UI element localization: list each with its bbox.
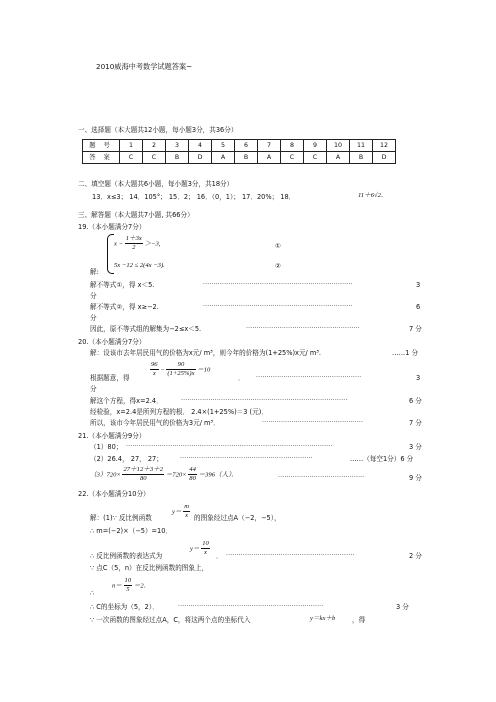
q19-heading: 19.（本小题满分7分）	[78, 223, 146, 231]
q22-n-eq: n＝	[112, 582, 122, 590]
mark-2: ②	[275, 262, 281, 270]
table-cell: 6	[235, 140, 258, 152]
dot-leader: ······················································	[246, 325, 360, 332]
q19-line3: 因此，原不等式组的解集为−2≤x＜5.	[90, 325, 202, 333]
table-cell: 5	[212, 140, 235, 152]
q22-line7-eq: y＝kx＋b	[310, 615, 336, 622]
fill-in-answers: 13．x≤3； 14．105°； 15．2； 16．（0，1）； 17．20%； 18．	[92, 193, 296, 201]
dot-leader: ················································	[262, 419, 364, 426]
eq1-left: x −	[114, 240, 124, 248]
eq1-denominator: 2	[132, 244, 136, 252]
q21-fraction-2	[188, 466, 197, 483]
q20-score2: 3	[416, 374, 421, 382]
q22-line3-a: ∴ 反比例函数的表达式为	[90, 552, 163, 560]
q20-equation	[150, 361, 210, 378]
table-cell: 12	[373, 140, 396, 152]
q22-score3: 2 分	[409, 552, 422, 560]
dot-leader: ·······································································	[203, 303, 353, 310]
table-cell: A	[212, 152, 235, 164]
dot-leader: ·····································································	[178, 603, 324, 610]
q19-score2: 6	[416, 303, 421, 311]
row-label-answer: 答 案	[83, 152, 120, 164]
q21-f2-numerator: 44	[188, 466, 197, 475]
q22-line7-b: ，得	[352, 616, 366, 624]
q22-f3-numerator: 10	[124, 577, 133, 586]
table-cell: B	[350, 152, 373, 164]
table-cell: 1	[120, 140, 143, 152]
q20-fraction-2	[166, 361, 195, 378]
q22-y-eq: y＝	[172, 508, 182, 516]
dot-leader: ·····························································	[226, 552, 355, 559]
q22-f3-denominator: 5	[126, 586, 130, 594]
q19-jie: 解:	[90, 268, 99, 276]
table-cell: 8	[281, 140, 304, 152]
q19-equation-1	[114, 235, 160, 252]
answer-table	[82, 139, 396, 164]
q22-line5-a: ∴	[90, 589, 95, 597]
q22-score6: 3 分	[396, 603, 409, 611]
q19-score1: 3	[416, 281, 421, 289]
q20-eq-tail: ＝10	[197, 366, 211, 374]
q22-func-1	[172, 503, 190, 520]
minus-sign: −	[160, 366, 165, 374]
q20-fen: 分	[90, 385, 97, 393]
q22-f2-numerator: 10	[201, 540, 210, 549]
dot-leader: ·······························································	[180, 455, 313, 462]
q21-score3: 9 分	[409, 474, 422, 482]
q19-score3: 7 分	[409, 325, 422, 333]
table-cell: D	[189, 152, 212, 164]
q19-equation-2: 5x −12 ≤ 2(4x −3).	[114, 262, 165, 269]
q22-fraction-2	[201, 540, 210, 557]
q22-fraction-3	[124, 577, 133, 594]
table-cell: 7	[258, 140, 281, 152]
table-cell: B	[166, 152, 189, 164]
eq1-numerator: 1＋3x	[125, 235, 143, 244]
q20-line5: 所以，该市今年居民用气的价格为3元/ m³．	[90, 419, 220, 427]
q21-fraction-1	[122, 466, 164, 483]
q21-f1-numerator: 27＋12＋3＋2	[122, 466, 164, 475]
q20-f2-denominator: (1+25%)x	[167, 370, 195, 378]
dot-leader: ··································································································	[126, 443, 333, 450]
system-brace	[107, 234, 114, 274]
q20-line3: 解这个方程，得x=2.4．	[90, 397, 163, 405]
q22-y-eq: y＝	[190, 545, 200, 553]
q22-line3-b: ．	[216, 552, 223, 560]
q22-func-2	[190, 540, 210, 557]
table-cell: D	[373, 152, 396, 164]
table-cell: 10	[327, 140, 350, 152]
q21-score2: ……（每空1分）6 分	[350, 455, 414, 463]
section1-heading: 一、选择题（本大题共12小题，每小题3分，共36分）	[78, 126, 238, 134]
table-row-numbers	[83, 140, 396, 152]
q22-line4: ∵ 点C（5，n）在反比例函数的图象上，	[90, 564, 209, 572]
section2-heading: 二、填空题（本大题共6小题，每小题3分，共18分）	[78, 180, 234, 188]
q19-line2: 解不等式②，得 x≥−2.	[90, 303, 159, 311]
q22-f1-denominator: x	[185, 512, 189, 520]
dot-leader: ···············································································	[181, 397, 348, 404]
q20-heading: 20.（本小题满分7分）	[78, 338, 146, 346]
q22-line7-a: ∵ 一次函数的图象经过点A，C，将这两个点的坐标代入	[90, 616, 251, 624]
q22-heading: 22.（本小题满分10分）	[78, 490, 150, 498]
q20-period: ．	[238, 374, 245, 382]
dot-leader: ··················································	[256, 374, 362, 381]
q22-f2-denominator: x	[204, 549, 207, 557]
q22-n-result: ＝2．	[133, 582, 151, 590]
table-cell: B	[235, 152, 258, 164]
q22-fraction-1	[183, 503, 190, 520]
row-label-number: 题 号	[83, 140, 120, 152]
q20-intro: 根据题意，得	[90, 374, 130, 382]
q20-f2-numerator: 90	[166, 361, 195, 370]
mark-1: ①	[275, 242, 281, 250]
q22-expr-n	[112, 577, 150, 594]
table-cell: 9	[304, 140, 327, 152]
q20-line1: 解：设该市去年居民用气的价格为x元/ m³，则今年的价格为(1+25%)x元/ m³.	[90, 349, 322, 357]
q20-f1-numerator: 96	[150, 361, 159, 370]
table-cell: C	[120, 152, 143, 164]
table-cell: 2	[143, 140, 166, 152]
q22-line2: ∴ m=(−2)×（−5）=10．	[90, 527, 173, 535]
q21-f2-denominator: 80	[189, 475, 196, 483]
table-cell: C	[281, 152, 304, 164]
q20-fraction-1	[150, 361, 159, 378]
table-cell: C	[143, 152, 166, 164]
q19-fen2: 分	[90, 314, 97, 322]
table-cell: 3	[166, 140, 189, 152]
q22-line6: ∴ C的坐标为（5，2）．	[90, 603, 159, 611]
dot-leader: ·······································································	[203, 281, 353, 288]
q21-heading: 21.（本小题满分9分）	[78, 432, 146, 440]
q21-line3	[90, 466, 238, 483]
q19-line1: 解不等式①，得 x＜5.	[90, 281, 155, 289]
q21-line2: （2）26.4， 27， 27；	[90, 455, 163, 463]
q22-f1-numerator: m	[183, 503, 190, 512]
table-cell: C	[304, 152, 327, 164]
q21-line1: （1）80；	[90, 443, 123, 451]
page-title: 2010威海中考数学试题答案~	[96, 62, 193, 71]
q21-score1: 3 分	[409, 443, 422, 451]
table-cell: 4	[189, 140, 212, 152]
q20-score5: 7 分	[409, 419, 422, 427]
table-cell: A	[327, 152, 350, 164]
answer-18: 11＋6√2．	[358, 192, 388, 199]
table-cell: A	[258, 152, 281, 164]
eq1-fraction	[125, 235, 143, 252]
section3-heading: 三、解答题（本大题共7小题, 共66分）	[78, 211, 194, 219]
q22-line1-b: 的图象经过点A（−2，−5），	[194, 514, 281, 522]
dot-leader: ·········································	[278, 474, 365, 481]
q20-score3: 6 分	[409, 397, 422, 405]
q22-line1-a: 解：(1)∵ 反比例函数	[90, 514, 152, 522]
table-row-answers	[83, 152, 396, 164]
q21-f1-denominator: 80	[139, 475, 147, 483]
q20-line4: 经检验，x=2.4是所列方程的根． 2.4×(1+25%)＝3 (元)．	[90, 408, 268, 416]
eq1-right: ＞−3,	[144, 240, 161, 248]
q21-expr-c: ＝396（人）．	[198, 471, 239, 479]
q21-expr-b: ＝720×	[165, 471, 187, 479]
q21-expr-a: （3）720×	[90, 471, 121, 479]
table-cell: 11	[350, 140, 373, 152]
q19-fen1: 分	[90, 292, 97, 300]
q20-f1-denominator: x	[152, 370, 156, 378]
q20-score1: ……1 分	[392, 349, 419, 357]
